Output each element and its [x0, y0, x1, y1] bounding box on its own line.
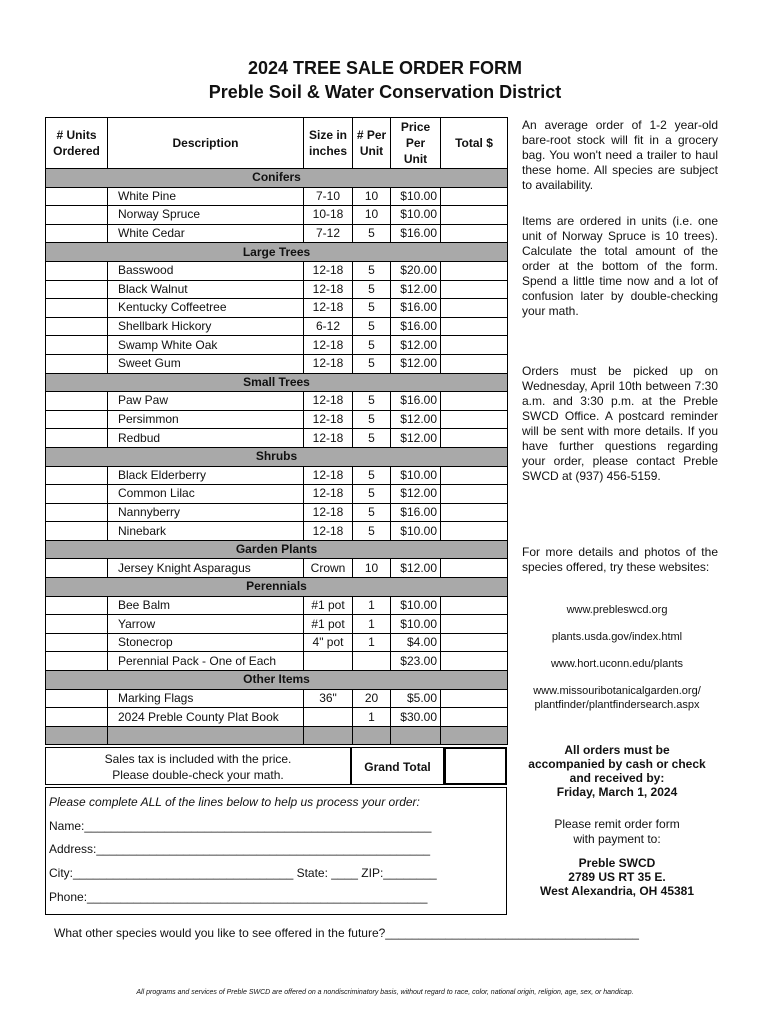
item-price: $12.00 [391, 429, 441, 448]
tax-note [45, 747, 351, 785]
units-ordered-input[interactable] [46, 522, 108, 541]
table-row [46, 466, 508, 485]
item-per-unit: 5 [353, 503, 391, 522]
item-price: $12.00 [391, 485, 441, 504]
item-size [304, 652, 353, 671]
item-total-input[interactable] [441, 485, 508, 504]
item-price: $16.00 [391, 224, 441, 243]
item-size: 12-18 [304, 392, 353, 411]
item-per-unit: 5 [353, 336, 391, 355]
address-line: Preble SWCD [578, 856, 656, 870]
category-row [46, 373, 508, 392]
units-ordered-input[interactable] [46, 299, 108, 318]
item-description: Common Lilac [108, 485, 304, 504]
table-row [46, 503, 508, 522]
address-line: 2789 US RT 35 E. [568, 870, 666, 884]
city-state-zip-field[interactable]: City:_________________________________ State: ____ ZIP:________ [49, 866, 437, 880]
item-size: 6-12 [304, 317, 353, 336]
spacer-cell [353, 726, 391, 745]
item-total-input[interactable] [441, 615, 508, 634]
item-total-input[interactable] [441, 261, 508, 280]
item-size: 36" [304, 689, 353, 708]
category-label: Other Items [46, 671, 508, 690]
item-price: $30.00 [391, 708, 441, 727]
sidebar-websites-intro: For more details and photos of the species offered, try these websites: [522, 545, 718, 574]
item-price: $10.00 [391, 466, 441, 485]
item-description: Persimmon [108, 410, 304, 429]
item-description: Norway Spruce [108, 206, 304, 225]
item-price: $10.00 [391, 187, 441, 206]
deadline-line: All orders must be [564, 743, 670, 757]
item-per-unit: 5 [353, 466, 391, 485]
table-row [46, 261, 508, 280]
spacer-cell [391, 726, 441, 745]
item-per-unit: 5 [353, 280, 391, 299]
item-price: $16.00 [391, 317, 441, 336]
tax-note-line-2: Please double-check your math. [112, 768, 284, 782]
item-description: Marking Flags [108, 689, 304, 708]
spacer-cell [441, 726, 508, 745]
units-ordered-input[interactable] [46, 280, 108, 299]
item-price: $12.00 [391, 410, 441, 429]
units-ordered-input[interactable] [46, 261, 108, 280]
item-description: Basswood [108, 261, 304, 280]
address-field[interactable]: Address:__________________________________________________ [49, 842, 431, 856]
item-per-unit: 5 [353, 317, 391, 336]
item-total-input[interactable] [441, 503, 508, 522]
deadline-line: accompanied by cash or check [528, 757, 706, 771]
table-row [46, 206, 508, 225]
item-description: Redbud [108, 429, 304, 448]
table-row [46, 224, 508, 243]
item-price: $16.00 [391, 503, 441, 522]
item-size: 12-18 [304, 522, 353, 541]
item-per-unit: 5 [353, 224, 391, 243]
item-total-input[interactable] [441, 280, 508, 299]
item-per-unit: 5 [353, 354, 391, 373]
item-price: $12.00 [391, 280, 441, 299]
item-description: White Pine [108, 187, 304, 206]
category-row [46, 540, 508, 559]
website-link[interactable]: plantfinder/plantfindersearch.aspx [534, 699, 700, 711]
grand-total-area [45, 747, 507, 785]
units-ordered-input[interactable] [46, 392, 108, 411]
item-size: 12-18 [304, 261, 353, 280]
item-price: $16.00 [391, 299, 441, 318]
item-total-input[interactable] [441, 652, 508, 671]
item-description: Jersey Knight Asparagus [108, 559, 304, 578]
category-label: Large Trees [46, 243, 508, 262]
item-size: 7-10 [304, 187, 353, 206]
units-ordered-input[interactable] [46, 206, 108, 225]
item-per-unit: 5 [353, 299, 391, 318]
item-description: Paw Paw [108, 392, 304, 411]
item-size: 12-18 [304, 503, 353, 522]
item-size: 12-18 [304, 429, 353, 448]
item-per-unit: 10 [353, 206, 391, 225]
item-price: $10.00 [391, 206, 441, 225]
item-total-input[interactable] [441, 336, 508, 355]
item-description: White Cedar [108, 224, 304, 243]
units-ordered-input[interactable] [46, 633, 108, 652]
item-price: $23.00 [391, 652, 441, 671]
item-description: Yarrow [108, 615, 304, 634]
item-total-input[interactable] [441, 522, 508, 541]
table-row [46, 392, 508, 411]
remit-line: with payment to: [573, 832, 661, 846]
table-header-row [46, 118, 508, 169]
table-row [46, 652, 508, 671]
item-price: $4.00 [391, 633, 441, 652]
info-instruction: Please complete ALL of the lines below to help us process your order: [49, 795, 420, 809]
category-label: Conifers [46, 169, 508, 188]
units-ordered-input[interactable] [46, 503, 108, 522]
table-row [46, 354, 508, 373]
item-per-unit: 5 [353, 410, 391, 429]
sidebar-pickup-info: Orders must be picked up on Wednesday, April 10th between 7:30 a.m. and 3:30 p.m. at the Preble SWCD Office. A postcard reminder will be sent with more details. If you have further questions regarding your order, please contact Preble SWCD at (937) 456-5159. [522, 364, 718, 483]
remit-line: Please remit order form [554, 817, 680, 831]
item-per-unit: 10 [353, 559, 391, 578]
item-description: Black Walnut [108, 280, 304, 299]
table-row [46, 708, 508, 727]
item-per-unit: 1 [353, 615, 391, 634]
item-size: 12-18 [304, 336, 353, 355]
item-per-unit: 1 [353, 596, 391, 615]
item-total-input[interactable] [441, 299, 508, 318]
item-size: 12-18 [304, 466, 353, 485]
units-ordered-input[interactable] [46, 708, 108, 727]
phone-field[interactable]: Phone:___________________________________________________ [49, 890, 428, 904]
units-ordered-input[interactable] [46, 596, 108, 615]
future-species-field[interactable]: What other species would you like to see offered in the future?______________________________________ [54, 926, 639, 940]
item-description: Ninebark [108, 522, 304, 541]
item-per-unit: 5 [353, 485, 391, 504]
item-total-input[interactable] [441, 429, 508, 448]
item-total-input[interactable] [441, 317, 508, 336]
item-size [304, 708, 353, 727]
header-units: # Units Ordered [46, 118, 108, 169]
item-total-input[interactable] [441, 410, 508, 429]
table-row [46, 689, 508, 708]
table-row [46, 187, 508, 206]
item-per-unit: 5 [353, 261, 391, 280]
units-ordered-input[interactable] [46, 354, 108, 373]
item-total-input[interactable] [441, 633, 508, 652]
item-price: $10.00 [391, 596, 441, 615]
item-description: Kentucky Coffeetree [108, 299, 304, 318]
table-row [46, 317, 508, 336]
item-size: 4" pot [304, 633, 353, 652]
header-size: Size in inches [304, 118, 353, 169]
table-row [46, 596, 508, 615]
table-row [46, 280, 508, 299]
item-total-input[interactable] [441, 689, 508, 708]
item-per-unit: 5 [353, 522, 391, 541]
address-line: West Alexandria, OH 45381 [539, 884, 695, 898]
item-total-input[interactable] [441, 354, 508, 373]
category-row [46, 578, 508, 597]
item-size: 10-18 [304, 206, 353, 225]
item-size: 12-18 [304, 410, 353, 429]
units-ordered-input[interactable] [46, 689, 108, 708]
item-price: $10.00 [391, 615, 441, 634]
header-price: Price Per Unit [391, 118, 441, 169]
item-size: Crown [304, 559, 353, 578]
table-row [46, 299, 508, 318]
item-price: $10.00 [391, 522, 441, 541]
spacer-row [46, 726, 508, 745]
item-total-input[interactable] [441, 466, 508, 485]
item-size: 12-18 [304, 354, 353, 373]
form-subtitle: Preble Soil & Water Conservation District [208, 82, 562, 102]
category-label: Garden Plants [46, 540, 508, 559]
spacer-cell [46, 726, 108, 745]
order-table [45, 117, 508, 745]
units-ordered-input[interactable] [46, 317, 108, 336]
website-link[interactable]: www.prebleswcd.org [566, 604, 668, 616]
category-label: Small Trees [46, 373, 508, 392]
item-per-unit: 5 [353, 429, 391, 448]
spacer-cell [108, 726, 304, 745]
item-description: Nannyberry [108, 503, 304, 522]
header-per-unit: # Per Unit [353, 118, 391, 169]
item-per-unit [353, 652, 391, 671]
item-description: Stonecrop [108, 633, 304, 652]
item-total-input[interactable] [441, 187, 508, 206]
category-label: Perennials [46, 578, 508, 597]
units-ordered-input[interactable] [46, 429, 108, 448]
category-row [46, 169, 508, 188]
item-description: Sweet Gum [108, 354, 304, 373]
units-ordered-input[interactable] [46, 410, 108, 429]
form-title: 2024 TREE SALE ORDER FORM [247, 58, 523, 78]
deadline-line: and received by: [569, 771, 665, 785]
item-size: 12-18 [304, 280, 353, 299]
item-description: Perennial Pack - One of Each [108, 652, 304, 671]
units-ordered-input[interactable] [46, 485, 108, 504]
spacer-cell [304, 726, 353, 745]
item-total-input[interactable] [441, 392, 508, 411]
item-description: Black Elderberry [108, 466, 304, 485]
remit-instructions [510, 817, 724, 847]
item-total-input[interactable] [441, 206, 508, 225]
item-size: 12-18 [304, 485, 353, 504]
units-ordered-input[interactable] [46, 559, 108, 578]
category-row [46, 447, 508, 466]
units-ordered-input[interactable] [46, 652, 108, 671]
sidebar-units-info: Items are ordered in units (i.e. one unit of Norway Spruce is 10 trees). Calculate the total amount of the order at the bottom of the form. Spend a little time now and a lot of confusion later by double-checking your math. [522, 214, 718, 318]
category-row [46, 243, 508, 262]
item-size: #1 pot [304, 596, 353, 615]
table-row [46, 615, 508, 634]
footer-disclaimer: All programs and services of Preble SWCD are offered on a nondiscriminatory basis, without regard to race, color, national origin, religion, age, sex, or handicap. [136, 989, 634, 996]
units-ordered-input[interactable] [46, 187, 108, 206]
item-description: 2024 Preble County Plat Book [108, 708, 304, 727]
table-row [46, 559, 508, 578]
item-per-unit: 10 [353, 187, 391, 206]
units-ordered-input[interactable] [46, 615, 108, 634]
deadline-date: Friday, March 1, 2024 [556, 785, 678, 799]
tax-note-line-1: Sales tax is included with the price. [104, 752, 292, 766]
item-description: Bee Balm [108, 596, 304, 615]
mailing-address [510, 856, 724, 898]
grand-total-input[interactable] [444, 747, 507, 785]
website-link[interactable]: plants.usda.gov/index.html [551, 631, 683, 643]
table-row [46, 336, 508, 355]
item-size: 7-12 [304, 224, 353, 243]
header-total: Total $ [441, 118, 508, 169]
item-per-unit: 1 [353, 633, 391, 652]
deadline-notice [510, 743, 724, 799]
item-total-input[interactable] [441, 596, 508, 615]
category-label: Shrubs [46, 447, 508, 466]
name-field[interactable]: Name:____________________________________________________ [49, 819, 432, 833]
item-total-input[interactable] [441, 224, 508, 243]
table-row [46, 410, 508, 429]
item-price: $20.00 [391, 261, 441, 280]
item-price: $12.00 [391, 354, 441, 373]
item-per-unit: 20 [353, 689, 391, 708]
units-ordered-input[interactable] [46, 224, 108, 243]
table-row [46, 429, 508, 448]
item-description: Shellbark Hickory [108, 317, 304, 336]
item-per-unit: 5 [353, 392, 391, 411]
item-description: Swamp White Oak [108, 336, 304, 355]
item-total-input[interactable] [441, 708, 508, 727]
item-price: $5.00 [391, 689, 441, 708]
item-size: #1 pot [304, 615, 353, 634]
table-row [46, 485, 508, 504]
website-link[interactable]: www.missouribotanicalgarden.org/ [533, 685, 701, 697]
units-ordered-input[interactable] [46, 336, 108, 355]
item-size: 12-18 [304, 299, 353, 318]
table-row [46, 522, 508, 541]
customer-info-box [45, 787, 507, 915]
item-price: $12.00 [391, 559, 441, 578]
header-description: Description [108, 118, 304, 169]
category-row [46, 671, 508, 690]
item-price: $12.00 [391, 336, 441, 355]
grand-total-label: Grand Total [351, 747, 444, 785]
units-ordered-input[interactable] [46, 466, 108, 485]
sidebar-order-size: An average order of 1-2 year-old bare-root stock will fit in a grocery bag. You won't need a trailer to haul these home. All species are subject to availability. [522, 118, 718, 192]
website-link[interactable]: www.hort.uconn.edu/plants [550, 658, 684, 670]
item-price: $16.00 [391, 392, 441, 411]
item-per-unit: 1 [353, 708, 391, 727]
table-row [46, 633, 508, 652]
item-total-input[interactable] [441, 559, 508, 578]
